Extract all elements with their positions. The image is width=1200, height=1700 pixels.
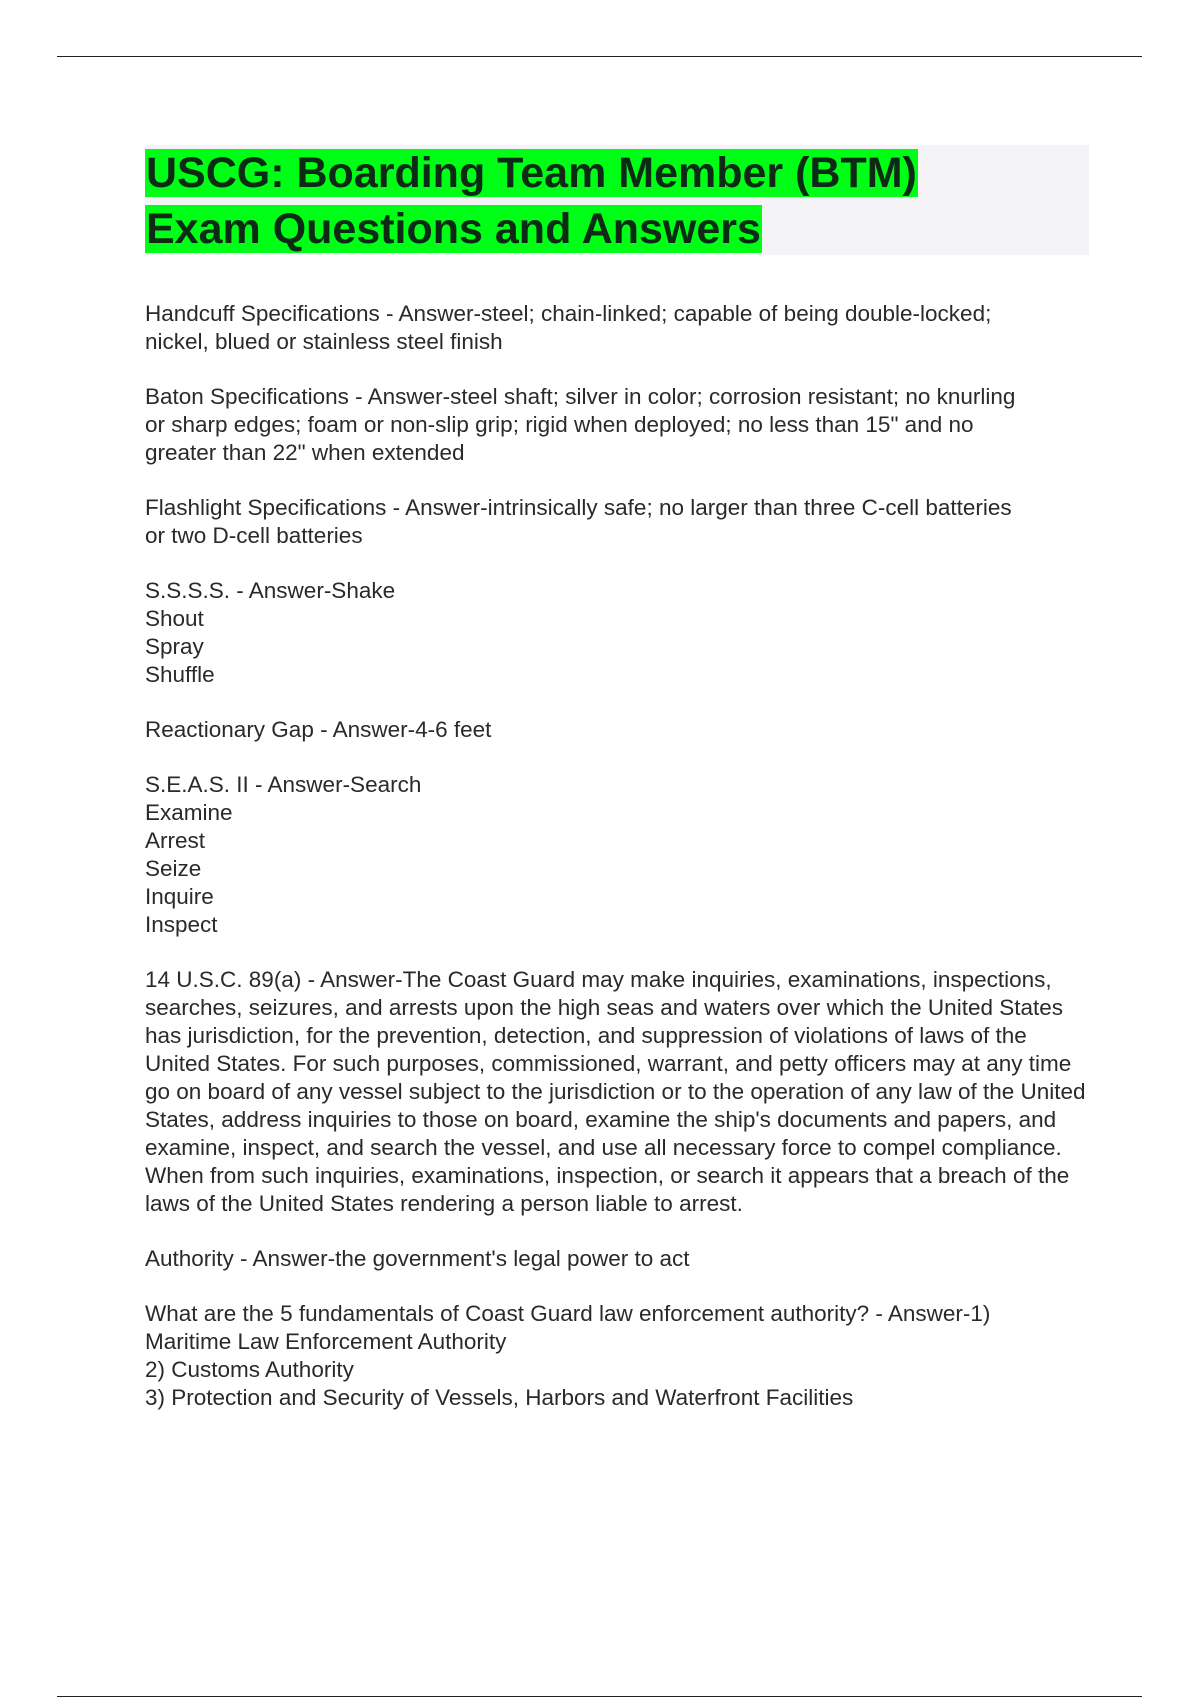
qa-line: Flashlight Specifications - Answer-intrinsically safe; no larger than three C-cell batteries [145, 495, 1012, 520]
qa-entry-authority [145, 1245, 1090, 1273]
qa-entry-flashlight [145, 494, 1090, 550]
title-line-1: USCG: Boarding Team Member (BTM) [146, 149, 917, 197]
qa-line: greater than 22" when extended [145, 440, 465, 465]
qa-line: Spray [145, 634, 204, 659]
title-line-2: Exam Questions and Answers [146, 205, 761, 253]
qa-entry-seas [145, 771, 1090, 939]
qa-paragraph: 14 U.S.C. 89(a) - Answer-The Coast Guard may make inquiries, examinations, inspections, searches, seizures, and arrests upon the high seas and waters over which the United States has jurisdiction, for the prevention, detection, and suppression of violations of laws of the United States. For such purposes, commissioned, warrant, and petty officers may at any time go on board of any vessel subject to the jurisdiction or to the operation of any law of the United States, address inquiries to those on board, examine the ship's documents and papers, and examine, inspect, and search the vessel, and use all necessary force to compel compliance. When from such inquiries, examinations, inspection, or search it appears that a breach of the laws of the United States rendering a person liable to arrest. [145, 967, 1086, 1216]
top-divider [57, 56, 1142, 57]
qa-line: Inspect [145, 912, 218, 937]
qa-line: Authority - Answer-the government's legal power to act [145, 1246, 690, 1271]
qa-line: Baton Specifications - Answer-steel shaft; silver in color; corrosion resistant; no knurling [145, 384, 1016, 409]
qa-line: nickel, blued or stainless steel finish [145, 329, 503, 354]
qa-line: Examine [145, 800, 233, 825]
qa-line: Arrest [145, 828, 206, 853]
qa-line: S.E.A.S. II - Answer-Search [145, 772, 422, 797]
qa-line: Shout [145, 606, 204, 631]
qa-entry-baton [145, 383, 1090, 467]
qa-line: What are the 5 fundamentals of Coast Guard law enforcement authority? - Answer-1) [145, 1301, 991, 1326]
qa-entry-fundamentals [145, 1300, 1090, 1412]
qa-entry-reactionary-gap [145, 716, 1090, 744]
qa-line: Handcuff Specifications - Answer-steel; chain-linked; capable of being double-locked; [145, 301, 992, 326]
qa-line: 2) Customs Authority [145, 1357, 354, 1382]
qa-line: S.S.S.S. - Answer-Shake [145, 578, 396, 603]
qa-line: Maritime Law Enforcement Authority [145, 1329, 507, 1354]
bottom-divider [57, 1696, 1142, 1697]
qa-entry-14-usc-89a [145, 966, 1090, 1218]
qa-line: Inquire [145, 884, 214, 909]
qa-line: or two D-cell batteries [145, 523, 363, 548]
qa-line: Seize [145, 856, 202, 881]
qa-line: Shuffle [145, 662, 215, 687]
document-title [145, 145, 1089, 257]
qa-line: Reactionary Gap - Answer-4-6 feet [145, 717, 492, 742]
qa-line: 3) Protection and Security of Vessels, Harbors and Waterfront Facilities [145, 1385, 854, 1410]
qa-entry-ssss [145, 577, 1090, 689]
qa-line: or sharp edges; foam or non-slip grip; rigid when deployed; no less than 15" and no [145, 412, 974, 437]
title-block [145, 145, 1089, 255]
qa-list [145, 300, 1090, 1439]
qa-entry-handcuff [145, 300, 1090, 356]
